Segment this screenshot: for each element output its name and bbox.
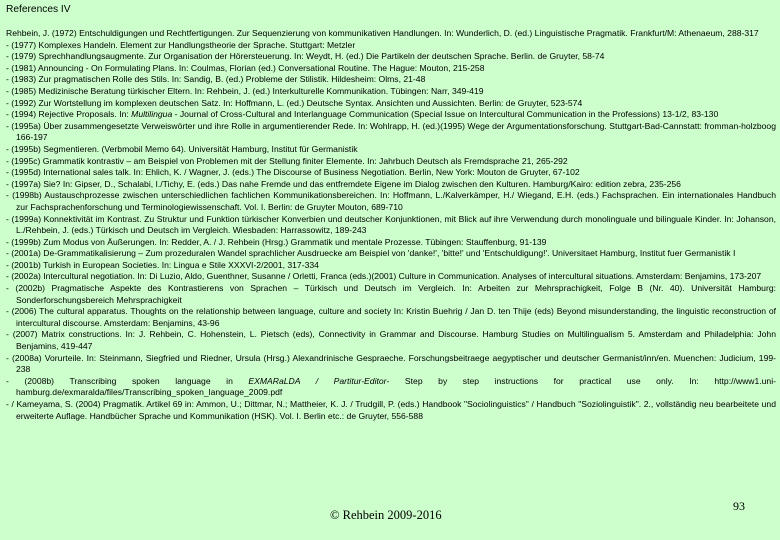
reference-entry: - (1995b) Segmentieren. (Verbmobil Memo 64). Universität Hamburg, Institut für Germanistik [6,143,358,154]
reference-text: - Journal of Cross-Cultural and Interlanguage Communication (Special Issue on Intercultural Communication in the Professions) 13-1/2, 83-130 [172,109,719,120]
reference-entry: - (1985) Medizinische Beratung türkischer Eltern. In: Rehbein, J. (ed.) Interkulturelle Kommunikation. Tübingen: Narr, 349-419 [6,85,484,96]
reference-entry: - (1997a) Sie? In: Gipser, D., Schalabi, I./Tichy, E. (eds.) Das nahe Fremde und das entfremdete Eigene im Dialog zwischen den Kulturen. Hamburg/Kairo: edition zebra, 235-256 [6,178,681,189]
reference-entry: - (1999b) Zum Modus von Äußerungen. In: Redder, A. / J. Rehbein (Hrsg.) Grammatik und mentale Prozesse. Tübingen: Stauffenburg, 91-139 [6,236,547,247]
reference-entry [6,376,776,399]
reference-entry: - (1999a) Konnektivität im Kontrast. Zu Struktur und Funktion türkischer Konverbien und deutscher Konjunktionen, mit Blick auf ihre Verwendung durch monolinguale und bilinguale Kinder. In: Johanson, L./Rehbein, J. (eds.) Türkisch und Deutsch im Vergleich. Wiesbaden: Harrassowitz, 189-243 [6,213,776,236]
page-number: 93 [733,499,745,513]
reference-text: - Step by step instructions for practical use only. In: http://www1.uni-hamburg.de/exmaralda/files/Transcribing_spoken_language_2009.pdf [16,375,776,398]
reference-entry: - (1981) Announcing - On Formulating Plans. In: Coulmas, Florian (ed.) Conversational Routine. The Hague: Mouton, 215-258 [6,62,485,73]
reference-entry: - (2006) The cultural apparatus. Thoughts on the relationship between language, culture and society In: Kristin Buehrig / Jan D. ten Thije (eds) Beyond misunderstanding, the linguistic reconstruction of intercultural discourse. Amsterdam: Benjamins, 43-96 [6,306,776,328]
reference-entry: - (1995a) Über zusammengesetzte Verweiswörter und ihre Rolle in argumentierender Rede. In: Wohlrapp, H. (ed.)(1995) Wege der Argumentationsforschung. Stuttgart-Bad-Cannstatt: fromman-holzboog 166-197 [6,120,776,143]
reference-entry: - (1995c) Grammatik kontrastiv – am Beispiel von Problemen mit der Stellung finiter Elemente. In: Jahrbuch Deutsch als Fremdsprache 21, 265-292 [6,155,568,166]
reference-entry: - (1977) Komplexes Handeln. Element zur Handlungstheorie der Sprache. Stuttgart: Metzler [6,39,356,50]
reference-entry: - (2008a) Vorurteile. In: Steinmann, Siegfried und Riedner, Ursula (Hrsg.) Alexandrinische Gespraeche. Forschungsbeitraege aegyptischer und deutscher Germanist/inn/en. Muenchen: Judicium, 199-238 [6,352,776,375]
reference-italic-title: Multilingua [131,109,173,120]
page-title: References IV [6,4,71,15]
reference-text: - (1994) Rejective Proposals. In: [6,109,132,120]
reference-list [6,28,776,422]
reference-entry: - (1983) Zur pragmatischen Rolle des Stils. In: Sandig, B. (ed.) Probleme der Stilistik. Hildesheim: Olms, 21-48 [6,74,426,85]
reference-entry: - (2007) Matrix constructions. In: J. Rehbein, C. Hohenstein, L. Pietsch (eds), Connectivity in Grammar and Discourse. Hamburg Studies on Multilingualism 5. Amsterdam and Philadelphia: John Benjamins, 419-447 [6,329,776,352]
reference-entry [6,109,776,121]
reference-entry: - / Kameyama, S. (2004) Pragmatik. Artikel 69 in: Ammon, U.; Dittmar, N.; Mattheier, K. J. / Trudgill, P. (eds.) Handbook "Sociolinguistics" / Handbuch "Soziolinguistik". 2., vollständig neu bearbeitete und erweiterte Auflage. Handbücher Sprache und Kommunikation (HSK). Vol. I. Berlin etc.: de Gruyter, 556-588 [6,399,776,421]
reference-italic-title: EXMARaLDA / Partitur-Editor [248,375,387,386]
reference-entry: - (1995d) International sales talk. In: Ehlich, K. / Wagner, J. (eds.) The Discourse of Business Negotiation. Berlin, New York: Mouton de Gruyter, 67-102 [6,167,580,178]
reference-entry: - (1979) Sprechhandlungsaugmente. Zur Organisation der Hörersteuerung. In: Weydt, H. (ed.) Die Partikeln der deutschen Sprache. Berlin. de Gruyter, 58-74 [6,51,605,62]
reference-entry: - (2001b) Turkish in European Societies. In: Lingua e Stile XXXVI-2/2001, 317-334 [6,259,319,270]
reference-entry: - (1992) Zur Wortstellung im komplexen deutschen Satz. In: Hoffmann, L. (ed.) Deutsche Syntax. Ansichten und Aussichten. Berlin: de Gruyter, 523-574 [6,97,583,108]
reference-text: - (2008b) Transcribing spoken language in [6,375,249,386]
reference-entry: - (1998b) Austauschprozesse zwischen unterschiedlichen fachlichen Kommunikationsbereichen. In: Hoffmann, L./Kalverkämper, H./ Wiegand, E.H. (eds.) Fachsprachen. Ein internationales Handbuch zur Fachsprachenforschung und Terminologiewissenschaft. Vol. I. Berlin: de Gruyter Mouton, 689-710 [6,190,776,212]
reference-entry: - (2002a) Intercultural negotiation. In: Di Luzio, Aldo, Guenthner, Susanne / Orletti, Franca (eds.)(2001) Culture in Communication. Analyses of intercultural situations. Amsterdam: Benjamins, 173-207 [6,271,762,282]
reference-entry: - (2001a) De-Grammatikalisierung – Zum prozeduralen Wandel sprachlicher Ausdruecke am Beispiel von 'danke!', 'bitte!' und 'Entschuldigung!'. Universitaet Hamburg, Institut fuer Germanistik I [6,248,736,259]
copyright-footer: © Rehbein 2009-2016 [330,508,442,522]
reference-entry: - (2002b) Pragmatische Aspekte des Kontrastierens von Sprachen – Türkisch und Deutsch im Vergleich. In: Arbeiten zur Mehrsprachigkeit, Folge B (Nr. 40). Universität Hamburg: Sonderforschungsbereich Mehrsprachigkeit [6,283,776,305]
reference-entry: Rehbein, J. (1972) Entschuldigungen und Rechtfertigungen. Zur Sequenzierung von kommunikativen Handlungen. In: Wunderlich, D. (ed.) Linguistische Pragmatik. Frankfurt/M: Athenaeum, 288-317 [6,28,759,38]
